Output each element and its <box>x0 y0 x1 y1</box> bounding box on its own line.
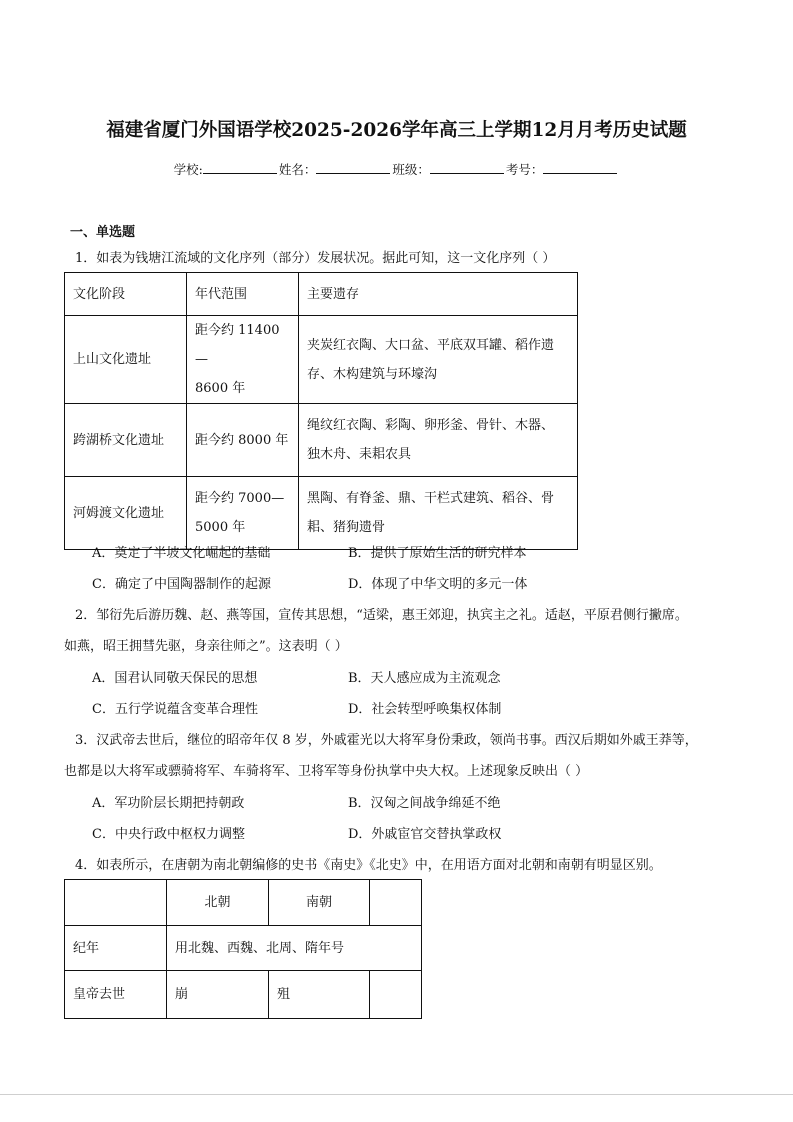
page-bottom-divider <box>0 1094 793 1095</box>
remains-line: 黑陶、有脊釜、鼎、干栏式建筑、稻谷、骨 <box>307 491 555 506</box>
q3-stem-line1: 3．汉武帝去世后，继位的昭帝年仅 8 岁，外戚霍光以大将军身份秉政，领尚书事。西汉后期如外戚王莽等， <box>75 733 698 748</box>
q3-option-b[interactable]: B．汉匈之间战争绵延不绝 <box>348 796 501 811</box>
q2-stem-line2: 如燕，昭王拥彗先驱，身亲往师之”。这表明（ ） <box>64 639 348 654</box>
table-cell-empty <box>370 971 422 1019</box>
school-label: 学校: <box>173 162 203 177</box>
q4-table <box>64 879 422 1019</box>
table-cell-range <box>187 404 299 477</box>
class-label: 班级： <box>392 162 430 177</box>
table-header-cell: 主要遗存 <box>299 273 578 316</box>
table-row <box>65 316 578 404</box>
q4-stem: 4．如表所示，在唐朝为南北朝编修的史书《南史》《北史》中，在用语方面对北朝和南朝有明显区别。 <box>75 858 662 873</box>
table-row <box>65 477 578 550</box>
table-row-label: 纪年 <box>65 926 167 971</box>
class-blank[interactable] <box>430 161 504 174</box>
table-header-cell: 年代范围 <box>187 273 299 316</box>
table-row-label: 皇帝去世 <box>65 971 167 1019</box>
q1-option-b[interactable]: B．提供了原始生活的研究样本 <box>348 546 527 561</box>
table-cell-north: 崩 <box>167 971 269 1019</box>
table-row <box>65 880 422 926</box>
table-cell-era: 用北魏、西魏、北周、隋年号 <box>167 926 422 971</box>
page-title: 福建省厦门外国语学校2025-2026学年高三上学期12月月考历史试题 <box>106 120 687 141</box>
q3-option-a[interactable]: A．军功阶层长期把持朝政 <box>92 796 245 811</box>
name-label: 姓名： <box>278 162 317 177</box>
q1-option-a[interactable]: A．奠定了半坡文化崛起的基础 <box>92 546 271 561</box>
q2-stem-line1: 2．邹衍先后游历魏、赵、燕等国，宣传其思想，“适梁，惠王郊迎，执宾主之礼。适赵，平原君侧行撇席。 <box>75 608 688 623</box>
q3-stem-line2: 也都是以大将军或骠骑将军、车骑将军、卫将军等身份执掌中央大权。上述现象反映出（ ） <box>64 764 589 779</box>
number-label: 考号： <box>505 162 544 177</box>
remains-line: 夹炭红衣陶、大口盆、平底双耳罐、稻作遗 <box>307 337 555 353</box>
range-line: 5000 年 <box>195 520 246 535</box>
remains-line: 独木舟、耒耜农具 <box>307 447 412 462</box>
q2-option-a[interactable]: A．国君认同敬天保民的思想 <box>92 671 258 686</box>
remains-line: 耜、猪狗遗骨 <box>307 520 386 535</box>
q3-option-d[interactable]: D．外戚宦官交替执掌政权 <box>348 827 502 842</box>
table-cell-remains <box>299 316 578 404</box>
table-header-north: 北朝 <box>167 880 269 926</box>
q2-option-d[interactable]: D．社会转型呼唤集权体制 <box>348 702 502 717</box>
table-row <box>65 926 422 971</box>
table-header-south: 南朝 <box>269 880 370 926</box>
table-cell-stage: 上山文化遗址 <box>65 316 187 404</box>
range-line: 距今约 11400— <box>195 323 280 367</box>
table-cell-south: 殂 <box>269 971 370 1019</box>
table-cell-remains <box>299 477 578 550</box>
table-cell-range <box>187 316 299 404</box>
q1-table <box>64 272 578 550</box>
range-line: 8600 年 <box>195 381 246 396</box>
q2-option-c[interactable]: C．五行学说蕴含变革合理性 <box>92 702 258 717</box>
table-header-cell: 文化阶段 <box>65 273 187 316</box>
range-line: 距今约 8000 年 <box>195 432 289 448</box>
table-cell-remains <box>299 404 578 477</box>
q3-option-c[interactable]: C．中央行政中枢权力调整 <box>92 827 245 842</box>
q1-option-c[interactable]: C．确定了中国陶器制作的起源 <box>92 577 271 592</box>
q1-stem: 1．如表为钱塘江流域的文化序列（部分）发展状况。据此可知，这一文化序列（ ） <box>75 251 556 266</box>
q2-option-b[interactable]: B．天人感应成为主流观念 <box>348 671 501 686</box>
section-heading: 一、单选题 <box>70 225 136 240</box>
table-row <box>65 273 578 316</box>
q1-option-d[interactable]: D．体现了中华文明的多元一体 <box>348 577 528 592</box>
table-cell-stage: 河姆渡文化遗址 <box>65 477 187 550</box>
table-row <box>65 971 422 1019</box>
name-blank[interactable] <box>316 161 390 174</box>
remains-line: 存、木构建筑与环壕沟 <box>307 366 438 382</box>
table-cell-stage: 跨湖桥文化遗址 <box>65 404 187 477</box>
student-info-line <box>0 160 793 178</box>
remains-line: 绳纹红衣陶、彩陶、卵形釜、骨针、木器、 <box>307 418 555 433</box>
table-cell-range <box>187 477 299 550</box>
range-line: 距今约 7000— <box>195 491 285 506</box>
school-blank[interactable] <box>203 161 277 174</box>
number-blank[interactable] <box>543 161 617 174</box>
table-header-empty <box>65 880 167 926</box>
table-header-empty <box>370 880 422 926</box>
table-row <box>65 404 578 477</box>
